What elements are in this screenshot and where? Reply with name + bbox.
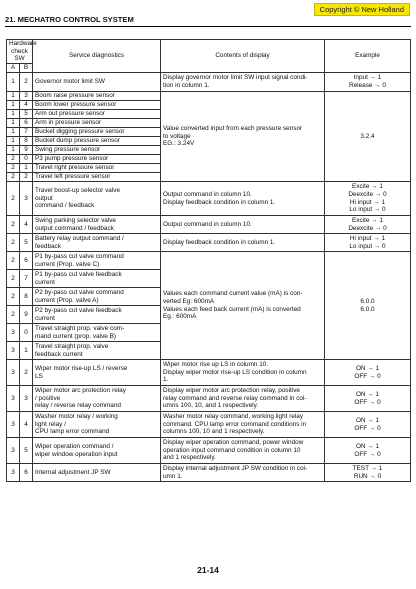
cell-contents: Display feedback condition in column 1. bbox=[161, 234, 325, 252]
cell-service: Travel boost-up selector valve output command / feedback bbox=[33, 182, 161, 216]
cell-b: 4 bbox=[20, 216, 33, 234]
cell-b: 3 bbox=[20, 92, 33, 101]
cell-contents: Display wiper motor arc protection relay, positive relay command and reverse relay command in col- umns 100, 10, and 1 respectively. bbox=[161, 386, 325, 412]
cell-example: Excite → 1 Deexcite → 0 bbox=[325, 216, 411, 234]
cell-b: 9 bbox=[20, 306, 33, 324]
cell-b: 5 bbox=[20, 234, 33, 252]
cell-a: 3 bbox=[7, 360, 20, 386]
cell-b: 0 bbox=[20, 324, 33, 342]
cell-a: 1 bbox=[7, 146, 20, 155]
cell-contents: Value converted input from each pressure sensor to voltage EG.: 3.24V bbox=[161, 92, 325, 182]
cell-service: Swing parking selector valve output command / feedback bbox=[33, 216, 161, 234]
cell-b: 9 bbox=[20, 146, 33, 155]
cell-example: 3.2.4 bbox=[325, 92, 411, 182]
copyright-badge: Copyright © New Holland bbox=[314, 3, 410, 16]
cell-a: 3 bbox=[7, 412, 20, 438]
cell-service: Battery relay output command / feedback bbox=[33, 234, 161, 252]
cell-a: 1 bbox=[7, 110, 20, 119]
cell-service: P2 by-pass cut valve command current (Prop. valve A) bbox=[33, 288, 161, 306]
header-a: A bbox=[7, 64, 20, 73]
cell-example: Excite → 1 Deexcite → 0 Hi input → 1 Lo input → 0 bbox=[325, 182, 411, 216]
cell-service: Bucket digging pressure sensor bbox=[33, 128, 161, 137]
cell-b: 1 bbox=[20, 342, 33, 360]
cell-b: 8 bbox=[20, 137, 33, 146]
cell-service: P1 by-pass cut valve command current (Prop. valve C) bbox=[33, 252, 161, 270]
cell-example: 6.0.0 6.0.0 bbox=[325, 252, 411, 360]
table-row bbox=[7, 412, 411, 438]
cell-example: ON → 1 OFF → 0 bbox=[325, 386, 411, 412]
cell-a: 2 bbox=[7, 216, 20, 234]
section-title: 21. MECHATRO CONTROL SYSTEM bbox=[5, 15, 411, 27]
cell-a: 2 bbox=[7, 164, 20, 173]
cell-a: 1 bbox=[7, 92, 20, 101]
cell-contents: Output command in column 10. bbox=[161, 216, 325, 234]
cell-service: Boom raise pressure sensor bbox=[33, 92, 161, 101]
table-row bbox=[7, 73, 411, 92]
cell-contents: Wiper motor rise up LS in column 10. Display wiper motor rise-up LS condition in column 1. bbox=[161, 360, 325, 386]
cell-service: Governor motor limit SW bbox=[33, 73, 161, 92]
cell-a: 3 bbox=[7, 324, 20, 342]
cell-a: 3 bbox=[7, 342, 20, 360]
cell-service: Arm in pressure sensor bbox=[33, 119, 161, 128]
cell-service: P3 pump pressure sensor bbox=[33, 155, 161, 164]
header-hardware-check: Hardware check SW bbox=[7, 40, 33, 64]
cell-b: 7 bbox=[20, 128, 33, 137]
cell-b: 7 bbox=[20, 270, 33, 288]
cell-service: Swing pressure sensor bbox=[33, 146, 161, 155]
cell-service: Bucket dump pressure sensor bbox=[33, 137, 161, 146]
cell-service: Washer motor relay / working light relay / CPU lamp error command bbox=[33, 412, 161, 438]
cell-service: Wiper motor rise-up LS / reverse LS bbox=[33, 360, 161, 386]
cell-service: P2 by-pass cut valve feedback current bbox=[33, 306, 161, 324]
cell-contents: Output command in column 10. Display feedback condition in column 1. bbox=[161, 182, 325, 216]
cell-a: 1 bbox=[7, 128, 20, 137]
table-row bbox=[7, 464, 411, 482]
cell-example: Input → 1 Release → 0 bbox=[325, 73, 411, 92]
cell-b: 6 bbox=[20, 252, 33, 270]
cell-example: Hi input → 1 Lo input → 0 bbox=[325, 234, 411, 252]
table-row bbox=[7, 252, 411, 270]
cell-b: 0 bbox=[20, 155, 33, 164]
cell-contents: Display internal adjustment JP SW condition in col- umn 1. bbox=[161, 464, 325, 482]
cell-service: Arm out pressure sensor bbox=[33, 110, 161, 119]
cell-contents: Washer motor relay command, working light relay command. CPU lamp error command conditions in columns 100, 10 and 1 respectively. bbox=[161, 412, 325, 438]
cell-service: Internal adjustment JP SW bbox=[33, 464, 161, 482]
table-row bbox=[7, 438, 411, 464]
cell-b: 3 bbox=[20, 182, 33, 216]
table-row bbox=[7, 182, 411, 216]
table-row bbox=[7, 234, 411, 252]
page-number: 21-14 bbox=[197, 565, 219, 575]
cell-a: 2 bbox=[7, 252, 20, 270]
table-row bbox=[7, 92, 411, 101]
table-row bbox=[7, 216, 411, 234]
cell-a: 2 bbox=[7, 182, 20, 216]
cell-service: Boom lower pressure sensor bbox=[33, 101, 161, 110]
cell-a: 3 bbox=[7, 438, 20, 464]
cell-service: Travel straight prop. valve com- mand current (prop. valve B) bbox=[33, 324, 161, 342]
cell-contents: Display governor motor limit SW input signal condi- tion in column 1. bbox=[161, 73, 325, 92]
cell-b: 5 bbox=[20, 110, 33, 119]
cell-b: 4 bbox=[20, 412, 33, 438]
cell-a: 2 bbox=[7, 288, 20, 306]
table-row bbox=[7, 360, 411, 386]
cell-a: 2 bbox=[7, 306, 20, 324]
cell-a: 1 bbox=[7, 101, 20, 110]
cell-service: Wiper motor arc protection relay / positive relay / reverse relay command bbox=[33, 386, 161, 412]
cell-b: 6 bbox=[20, 464, 33, 482]
cell-b: 4 bbox=[20, 101, 33, 110]
cell-a: 2 bbox=[7, 270, 20, 288]
diagnostics-table bbox=[6, 39, 411, 482]
header-service-diagnostics: Service diagnostics bbox=[33, 40, 161, 73]
cell-b: 8 bbox=[20, 288, 33, 306]
cell-service: Wiper operation command / wiper window operation input bbox=[33, 438, 161, 464]
cell-contents: Display wiper operation command, power window operation input command condition in column 10 and 1 respectively. bbox=[161, 438, 325, 464]
cell-b: 2 bbox=[20, 360, 33, 386]
cell-service: P1 by-pass cut valve feedback current bbox=[33, 270, 161, 288]
cell-example: ON → 1 OFF → 0 bbox=[325, 412, 411, 438]
cell-service: Travel right pressure sensor bbox=[33, 164, 161, 173]
cell-a: 2 bbox=[7, 234, 20, 252]
cell-b: 3 bbox=[20, 386, 33, 412]
cell-a: 3 bbox=[7, 464, 20, 482]
cell-a: 1 bbox=[7, 73, 20, 92]
cell-a: 2 bbox=[7, 155, 20, 164]
cell-example: ON → 1 OFF → 0 bbox=[325, 360, 411, 386]
table-header-row bbox=[7, 40, 411, 64]
cell-b: 2 bbox=[20, 73, 33, 92]
cell-service: Travel straight prop. valve feedback current bbox=[33, 342, 161, 360]
cell-a: 3 bbox=[7, 386, 20, 412]
cell-b: 6 bbox=[20, 119, 33, 128]
cell-contents: Values each command current value (mA) is con- verted Eg: 600mA Values each feed back current (mA) is converted Eg.: 600mA bbox=[161, 252, 325, 360]
header-b: B bbox=[20, 64, 33, 73]
cell-b: 1 bbox=[20, 164, 33, 173]
cell-example: TEST → 1 RUN → 0 bbox=[325, 464, 411, 482]
cell-service: Travel left pressure sensor bbox=[33, 173, 161, 182]
cell-a: 2 bbox=[7, 173, 20, 182]
header-contents-of-display: Contents of display bbox=[161, 40, 325, 73]
cell-example: ON → 1 OFF → 0 bbox=[325, 438, 411, 464]
table-row bbox=[7, 386, 411, 412]
header-example: Example bbox=[325, 40, 411, 73]
cell-b: 2 bbox=[20, 173, 33, 182]
cell-a: 1 bbox=[7, 119, 20, 128]
cell-b: 5 bbox=[20, 438, 33, 464]
cell-a: 1 bbox=[7, 137, 20, 146]
